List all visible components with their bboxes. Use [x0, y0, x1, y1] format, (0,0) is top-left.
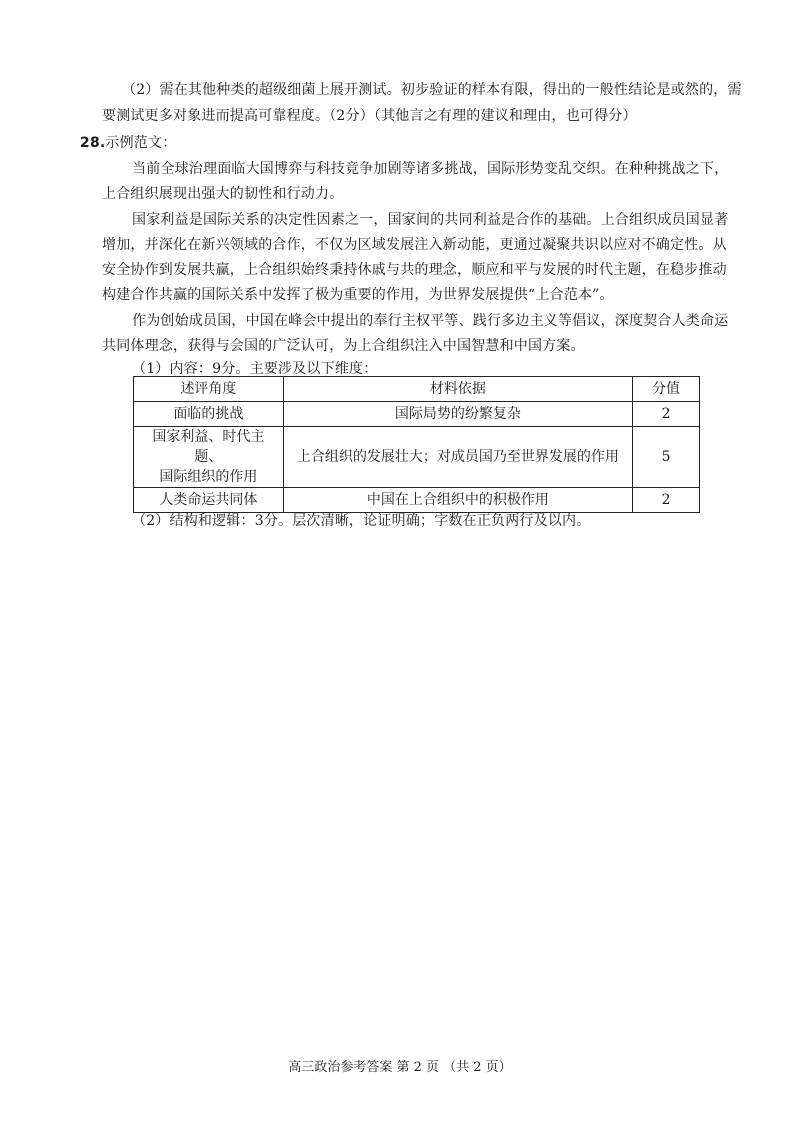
structure-score-note: （2）结构和逻辑：3分。层次清晰，论证明确；字数在正负两行及以内。: [132, 513, 591, 529]
cell-basis: 国际局势的纷繁复杂: [283, 402, 632, 427]
content-score-note: （1）内容：9分。主要涉及以下维度：: [132, 361, 378, 377]
scoring-table: [133, 376, 700, 513]
table-header-row: [134, 377, 700, 402]
cell-angle: [134, 427, 284, 488]
table-row: [134, 427, 700, 488]
cell-score: 2: [633, 402, 700, 427]
essay-line: 增加，并深化在新兴领域的合作，不仅为区域发展注入新动能，更通过凝聚共识以应对不确定性。从: [102, 237, 727, 253]
cell-score: 5: [633, 427, 700, 488]
header-basis: 材料依据: [283, 377, 632, 402]
cell-angle: 人类命运共同体: [134, 488, 284, 513]
q27-part2-line2: 要测试更多对象进而提高可靠程度。（2分）（其他言之有理的建议和理由，也可得分）: [102, 108, 637, 124]
cell-angle: 面临的挑战: [134, 402, 284, 427]
cell-angle-line: 国家利益、时代主题、: [152, 429, 265, 465]
cell-score: 2: [633, 488, 700, 513]
q28-number: 28.: [80, 135, 106, 151]
essay-line: 国家利益是国际关系的决定性因素之一，国家间的共同利益是合作的基础。上合组织成员国显著: [132, 212, 729, 228]
essay-line: 作为创始成员国，中国在峰会中提出的奉行主权平等、践行多边主义等倡议，深度契合人类命运: [132, 313, 729, 329]
essay-line: 上合组织展现出强大的韧性和行动力。: [102, 186, 344, 202]
essay-line: 构建合作共赢的国际关系中发挥了极为重要的作用，为世界发展提供“上合范本”。: [102, 287, 614, 303]
essay-line: 共同体理念，获得与会国的广泛认可，为上合组织注入中国智慧和中国方案。: [102, 338, 585, 354]
essay-line: 当前全球治理面临大国博弈与科技竞争加剧等诸多挑战，国际形势变乱交织。在种种挑战之下，: [132, 161, 729, 177]
cell-angle-line: 国际组织的作用: [159, 469, 258, 485]
page-footer: 高三政治参考答案 第 2 页 （共 2 页）: [288, 1060, 512, 1075]
essay-line: 安全协作到发展共赢，上合组织始终秉持休戚与共的理念，顺应和平与发展的时代主题，在稳步推动: [102, 262, 727, 278]
header-score: 分值: [633, 377, 700, 402]
cell-basis: 中国在上合组织中的积极作用: [283, 488, 632, 513]
table-row: [134, 402, 700, 427]
header-angle: 述评角度: [134, 377, 284, 402]
q27-part2-line1: （2）需在其他种类的超级细菌上展开测试。初步验证的样本有限，得出的一般性结论是或然的，需: [122, 82, 742, 98]
cell-basis: 上合组织的发展壮大；对成员国乃至世界发展的作用: [283, 427, 632, 488]
q28-heading-label: 示例范文：: [105, 135, 177, 151]
q28-heading: [80, 133, 176, 153]
table-row: [134, 488, 700, 513]
